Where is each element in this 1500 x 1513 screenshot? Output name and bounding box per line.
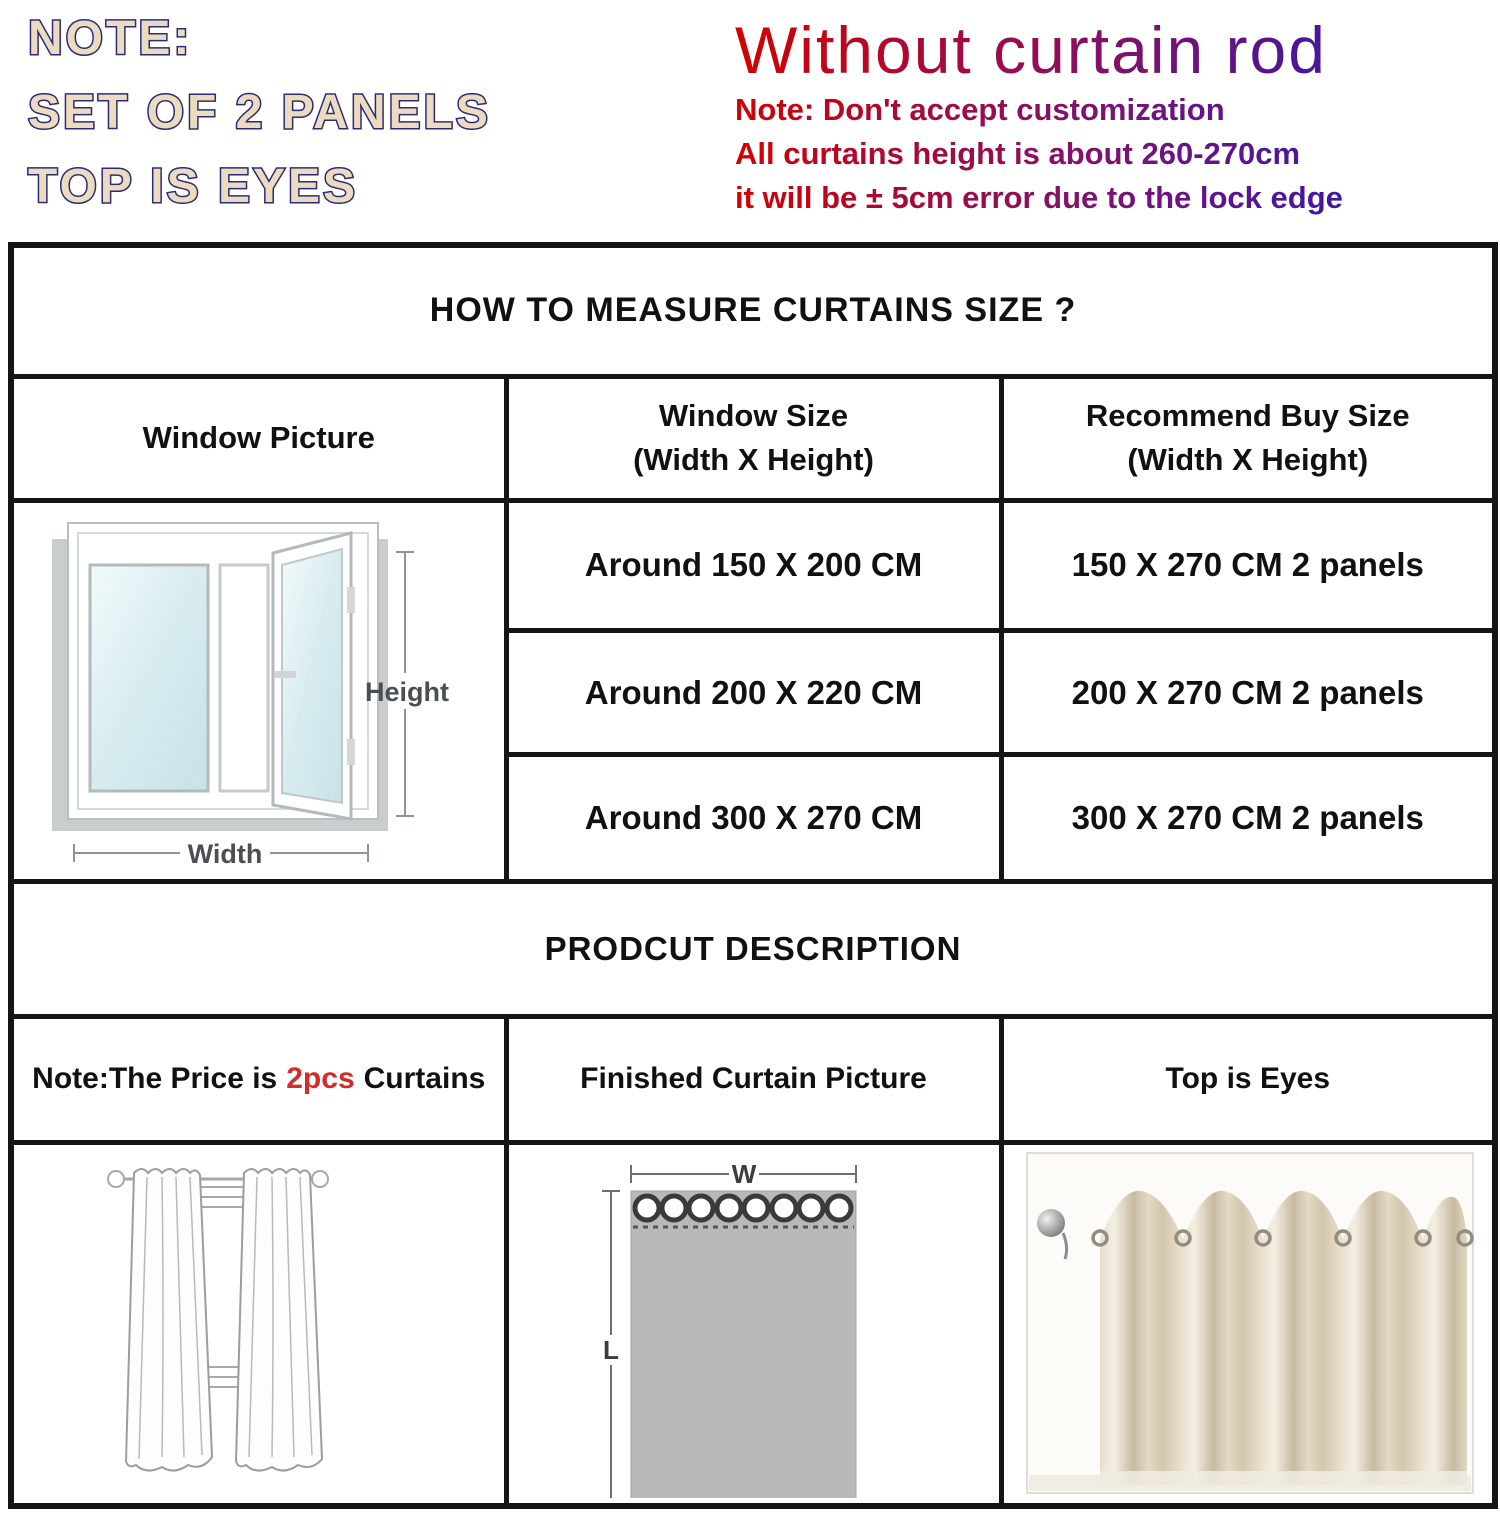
sub-note: All curtains height is about 260-270cm <box>735 132 1495 176</box>
headline-block <box>735 12 1495 220</box>
height-label: Height <box>365 676 450 707</box>
sub-note: Note: Don't accept customization <box>735 88 1495 132</box>
curtain-sketch <box>16 1145 501 1498</box>
table-title: HOW TO MEASURE CURTAINS SIZE ? <box>11 245 1495 376</box>
panel-body <box>631 1191 856 1498</box>
w-label: W <box>731 1158 757 1189</box>
curtain-photo-cell <box>1001 1142 1495 1506</box>
headline: Without curtain rod <box>735 12 1495 88</box>
col-header-line2: (Width X Height) <box>633 442 874 477</box>
sketch-left-panel <box>126 1169 212 1471</box>
window-hinge <box>347 739 355 765</box>
rod-finial <box>1037 1209 1065 1237</box>
window-size-cell: Around 300 X 270 CM <box>506 755 1001 881</box>
finished-curtain-label: Finished Curtain Picture <box>506 1016 1001 1142</box>
panel-diagram <box>511 1145 996 1498</box>
sketch-finial-left <box>108 1171 124 1187</box>
sketch-finial-right <box>312 1171 328 1187</box>
note-line: NOTE: <box>28 12 193 65</box>
window-hinge <box>347 587 355 613</box>
col-header-line1: Recommend Buy Size <box>1085 398 1410 433</box>
col-header-window-picture <box>11 376 506 500</box>
measure-table <box>8 242 1498 1509</box>
top-is-eyes-label: Top is Eyes <box>1001 1016 1495 1142</box>
note-line: SET OF 2 PANELS <box>28 86 491 139</box>
price-note-suffix: Curtains <box>363 1062 486 1095</box>
window-diagram <box>16 503 501 874</box>
col-header-buy-size <box>1001 376 1495 500</box>
window-size-cell: Around 200 X 220 CM <box>506 630 1001 754</box>
col-header-line2: (Width X Height) <box>1127 442 1369 477</box>
width-label: Width <box>187 838 263 869</box>
curtain-fabric <box>1100 1190 1467 1484</box>
window-pane-closed <box>90 565 208 791</box>
sub-note: it will be ± 5cm error due to the lock edge <box>735 176 1495 220</box>
window-size-cell: Around 150 X 200 CM <box>506 500 1001 630</box>
sketch-right-panel <box>236 1169 322 1471</box>
buy-size-cell: 150 X 270 CM 2 panels <box>1001 500 1495 630</box>
buy-size-cell: 300 X 270 CM 2 panels <box>1001 755 1495 881</box>
window-pane-middle <box>220 565 268 791</box>
col-header-window-size <box>506 376 1001 500</box>
finished-curtain-cell <box>506 1142 1001 1506</box>
price-note-qty: 2pcs <box>286 1062 355 1095</box>
col-header-label: Window Picture <box>142 420 375 455</box>
col-header-line1: Window Size <box>658 398 849 433</box>
curtain-sketch-cell <box>11 1142 506 1506</box>
window-handle <box>274 671 296 678</box>
curtain-photo <box>1005 1145 1490 1498</box>
note-line: TOP IS EYES <box>28 160 359 213</box>
window-picture-cell <box>11 500 506 881</box>
price-note-prefix: Note:The Price is <box>32 1062 278 1095</box>
product-description-header: PRODCUT DESCRIPTION <box>11 881 1495 1016</box>
price-note-cell <box>11 1016 506 1142</box>
curtain-hem <box>1100 1471 1467 1485</box>
l-label: L <box>603 1334 619 1365</box>
buy-size-cell: 200 X 270 CM 2 panels <box>1001 630 1495 754</box>
page-header <box>0 0 1500 242</box>
note-block <box>28 2 491 224</box>
